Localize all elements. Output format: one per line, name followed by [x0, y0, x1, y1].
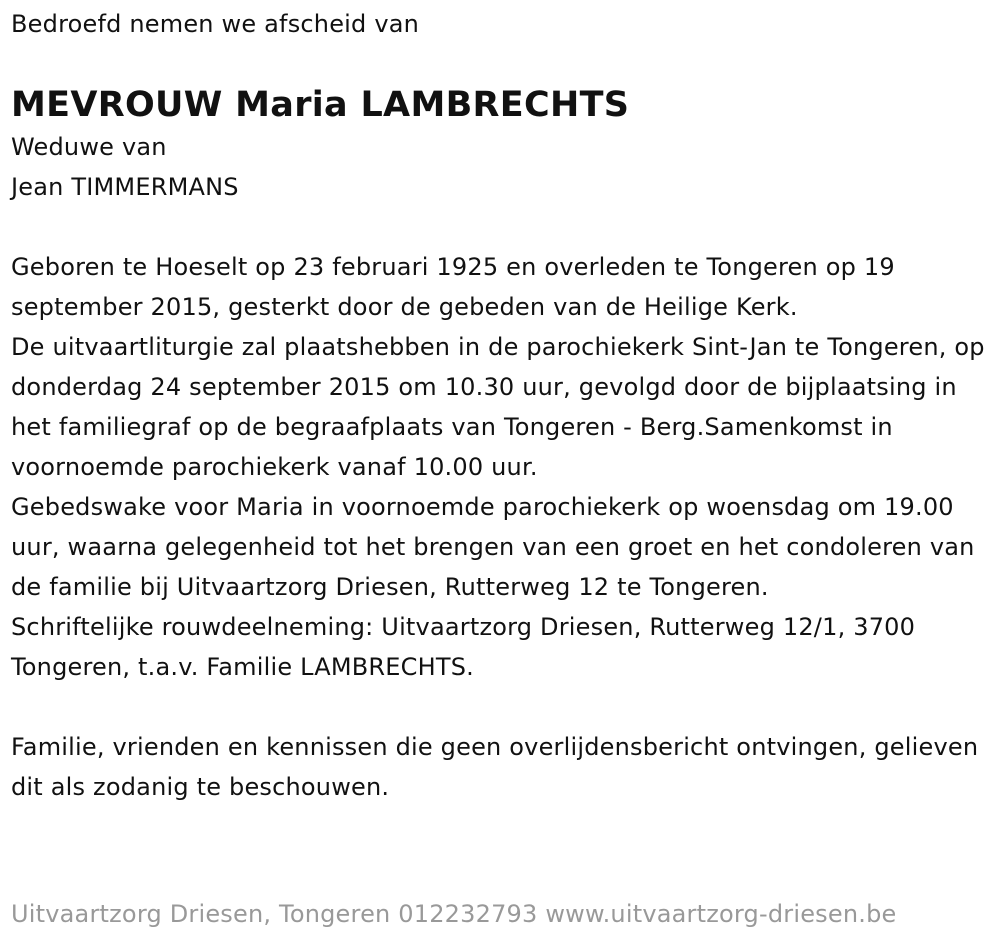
closing-paragraph: Familie, vrienden en kennissen die geen overlijdensbericht ontvingen, gelieven dit als zodanig te beschouwen.	[11, 733, 979, 801]
wake-paragraph: Gebedswake voor Maria in voornoemde parochiekerk op woensdag om 19.00 uur, waarna gelegenheid tot het brengen van een groet en het condoleren van de familie bij Uitvaartzorg Driesen, Rutterweg 12 te Tongeren.	[11, 493, 975, 601]
footer-contact: Uitvaartzorg Driesen, Tongeren 012232793 www.uitvaartzorg-driesen.be	[11, 900, 897, 928]
condolence-address-paragraph: Schriftelijke rouwdeelneming: Uitvaartzorg Driesen, Rutterweg 12/1, 3700 Tongeren, t.a.v. Familie LAMBRECHTS.	[11, 613, 916, 681]
spouse-name: Jean TIMMERMANS	[11, 173, 239, 201]
relation-label: Weduwe van	[11, 133, 167, 161]
spacer	[11, 687, 986, 727]
spacer	[11, 207, 986, 247]
funeral-paragraph: De uitvaartliturgie zal plaatshebben in de parochiekerk Sint-Jan te Tongeren, op donderdag 24 september 2015 om 10.30 uur, gevolgd door de bijplaatsing in het familiegraf op de begraafplaats van Tongeren - Berg.Samenkomst in voornoemde parochiekerk vanaf 10.00 uur.	[11, 333, 985, 481]
death-notice	[11, 0, 986, 807]
notice-details	[11, 247, 986, 687]
deceased-name: MEVROUW Maria LAMBRECHTS	[11, 85, 630, 125]
birth-death-paragraph: Geboren te Hoeselt op 23 februari 1925 en overleden te Tongeren op 19 september 2015, gesterkt door de gebeden van de Heilige Kerk.	[11, 253, 895, 321]
intro-line: Bedroefd nemen we afscheid van	[11, 10, 420, 38]
